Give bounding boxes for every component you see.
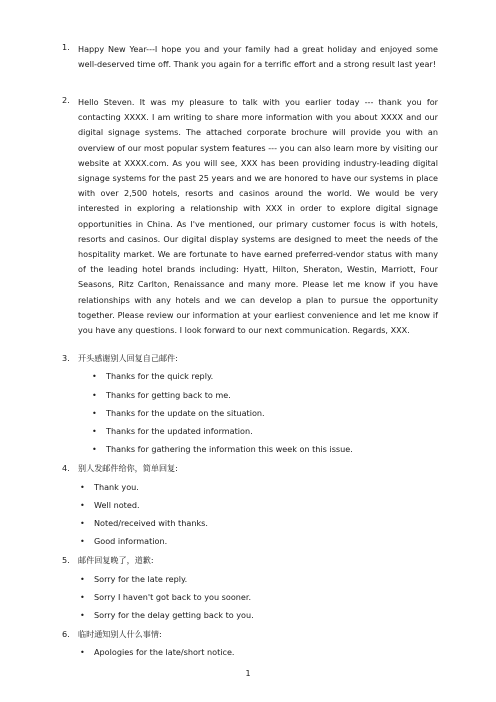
section-title: 别人发邮件给你，简单回复: (78, 463, 178, 473)
bullet-icon: • (80, 518, 85, 528)
bullet-icon: • (80, 592, 85, 602)
item-text: Hello Steven. It was my pleasure to talk with you earlier today --- thank you for contacting XXXX. I am writing to share more information with you about XXXX and our digital signage systems. The attached corporate brochure will provide you with an overview of our most popular system features --- you can also learn more by visiting our website at XXXX.com. As you will see, XXX has been providing industry-leading digital signage systems for the past 25 years and we are honored to have our systems in place with over 2,500 hotels, resorts and casinos around the world. We would be very interested in exploring a relationship with XXX in order to explore digital signage opportunities in China. As I've mentioned, our primary customer focus is with hotels, resorts and casinos. Our digital display systems are designed to meet the needs of the hospitality market. We are fortunate to have earned preferred-vendor status with many of the leading hotel brands including: Hyatt, Hilton, Sheraton, Westin, Marriott, Four Seasons, Ritz Carlton, Renaissance and many more. Please let me know if you have relationships with any hotels and we can develop a plan to pursue the opportunity together. Please review our information at your earliest convenience and let me know if you have any questions. I look forward to our next communication. Regards, XXX. (78, 97, 438, 336)
list-item-text: Noted/received with thanks. (94, 518, 208, 528)
list-item-text: Sorry for the delay getting back to you. (94, 610, 254, 620)
page-number: 1 (245, 669, 251, 678)
item-number: 2. (62, 95, 70, 105)
list-item-text: Thanks for the update on the situation. (106, 408, 265, 418)
section-title: 邮件回复晚了，道歉: (78, 555, 154, 565)
item-number: 3. (62, 353, 70, 363)
list-item-text: Apologies for the late/short notice. (94, 647, 235, 657)
list-item-text: Thanks for the updated information. (106, 426, 253, 436)
item-number: 1. (62, 42, 70, 52)
item-number: 5. (62, 555, 70, 565)
section-title: 临时通知别人什么事情: (78, 629, 162, 639)
bullet-icon: • (80, 647, 85, 657)
item-number: 6. (62, 629, 70, 639)
bullet-icon: • (80, 610, 85, 620)
bullet-icon: • (92, 408, 97, 418)
item-text: Happy New Year---I hope you and your family had a great holiday and enjoyed some well-deserved time off. Thank you again for a terrific effort and a strong result last year! (78, 44, 438, 70)
bullet-icon: • (92, 426, 97, 436)
bullet-icon: • (92, 371, 97, 381)
list-item-text: Thanks for the quick reply. (106, 371, 214, 381)
bullet-icon: • (92, 444, 97, 454)
list-item-text: Sorry for the late reply. (94, 574, 188, 584)
list-item-text: Good information. (94, 536, 168, 546)
list-item-text: Thank you. (94, 482, 139, 492)
bullet-icon: • (80, 500, 85, 510)
bullet-icon: • (80, 536, 85, 546)
paragraph-2 (62, 95, 438, 338)
item-number: 4. (62, 463, 70, 473)
section-title: 开头感谢别人回复自己邮件: (78, 353, 178, 363)
bullet-icon: • (80, 482, 85, 492)
bullet-icon: • (80, 574, 85, 584)
list-item-text: Well noted. (94, 500, 140, 510)
list-item-text: Thanks for getting back to me. (106, 390, 231, 400)
bullet-icon: • (92, 390, 97, 400)
paragraph-1 (62, 42, 438, 72)
list-item-text: Sorry I haven't got back to you sooner. (94, 592, 252, 602)
list-item-text: Thanks for gathering the information this week on this issue. (106, 444, 353, 454)
